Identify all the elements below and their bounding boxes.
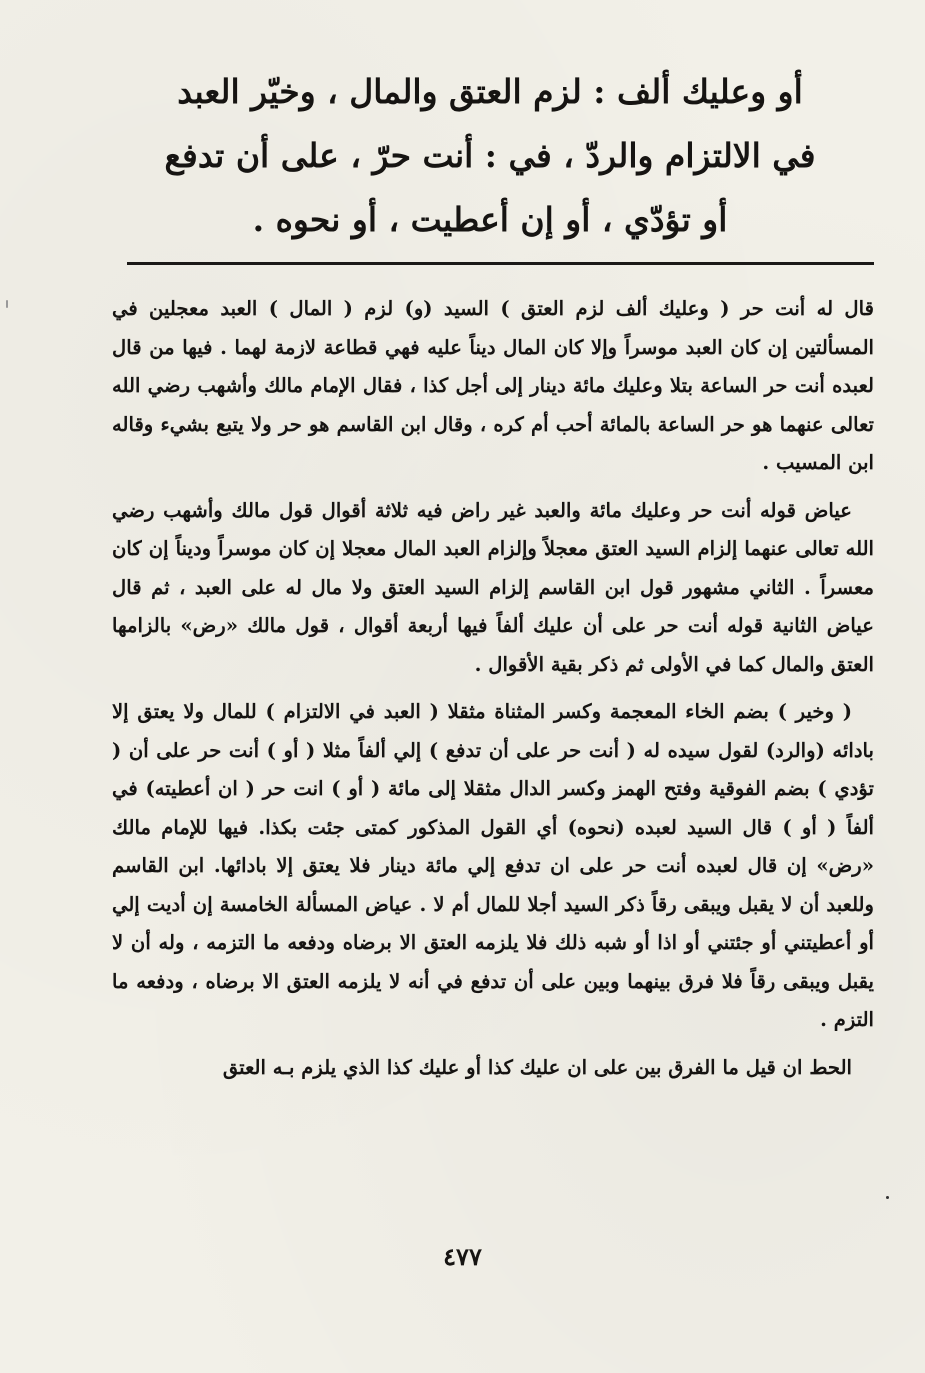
commentary-paragraph: الحط ان قيل ما الفرق بين على ان عليك كذا أو عليك كذا الذي يلزم بـه العتق bbox=[222, 1055, 852, 1079]
scan-speck bbox=[886, 1196, 889, 1199]
commentary-paragraph: ( وخير ) بضم الخاء المعجمة وكسر المثناة مثقلا ( العبد في الالتزام ) للمال ولا يعتق إلا بادائه (والرد) لقول سيده له ( أنت حر على أن تدفع ) إلي ألفاً مثلا ( أو ) أنت حر على أن ( تؤدي ) بضم الفوقية وفتح الهمز وكسر الدال مثقلا إلى مائة ( أو ) انت حر ( ان أعطيته) في ألفاً ( أو ) قال السيد لعبده (نحوه) أي القول المذكور كمتى جئت بكذا. فيها للإمام مالك «رض» إن قال لعبده أنت حر على ان تدفع إلي مائة دينار فلا يعتق إلا بادائها. ابن القاسم وللعبد أن لا يقبل ويبقى رقاً ذكر السيد أجلا للمال أم لا . عياض المسألة الخامسة إن أديت إلي أو أعطيتني أو جئتني أو اذا أو شبه ذلك فلا يلزمه العتق الا برضاه ودفعه ما التزمه ، وله أن لا يقبل ويبقى رقاً فلا فرق بينهما وبين على أن تدفع في أنه لا يلزمه العتق الا برضاه ، ودفعه ما التزم . bbox=[112, 700, 874, 1031]
main-text: أو وعليك ألف : لزم العتق والمال ، وخيّر العبد في الالتزام والردّ ، في : أنت حرّ ، على أن تدفع أو تؤدّي ، أو إن أعطيت ، أو نحوه . bbox=[164, 72, 816, 239]
commentary-text bbox=[112, 290, 874, 1096]
section-divider bbox=[127, 262, 874, 265]
commentary-paragraph: عياض قوله أنت حر وعليك مائة والعبد غير راض فيه ثلاثة أقوال قول مالك وأشهب رضي الله تعالى عنهما إلزام السيد العتق معجلاً وإلزام العبد المال معجلا إن كان موسراً وديناً إن كان معسراً . الثاني مشهور قول ابن القاسم إلزام السيد العتق ولا مال له على العبد ، ثم قال عياض الثانية قوله أنت حر على أن عليك ألفاً فيها أربعة أقوال ، قول مالك «رض» بالزامها العتق والمال كما في الأولى ثم ذكر بقية الأقوال . bbox=[112, 498, 874, 676]
page-number: ٤٧٧ bbox=[443, 1242, 482, 1271]
commentary-paragraph: قال له أنت حر ( وعليك ألف لزم العتق ) السيد (و) لزم ( المال ) العبد معجلين في المسألتين إن كان العبد موسراً وإلا كان المال ديناً عليه فهي قطاعة لازمة لهما . فيها من قال لعبده أنت حر الساعة بتلا وعليك مائة دينار إلى أجل كذا ، فقال الإمام مالك وأشهب رضي الله تعالى عنهما هو حر الساعة بالمائة أحب أم كره ، وقال ابن القاسم هو حر ولا يتبع بشيء وقاله ابن المسيب . bbox=[112, 297, 874, 474]
scan-speck bbox=[6, 300, 8, 308]
